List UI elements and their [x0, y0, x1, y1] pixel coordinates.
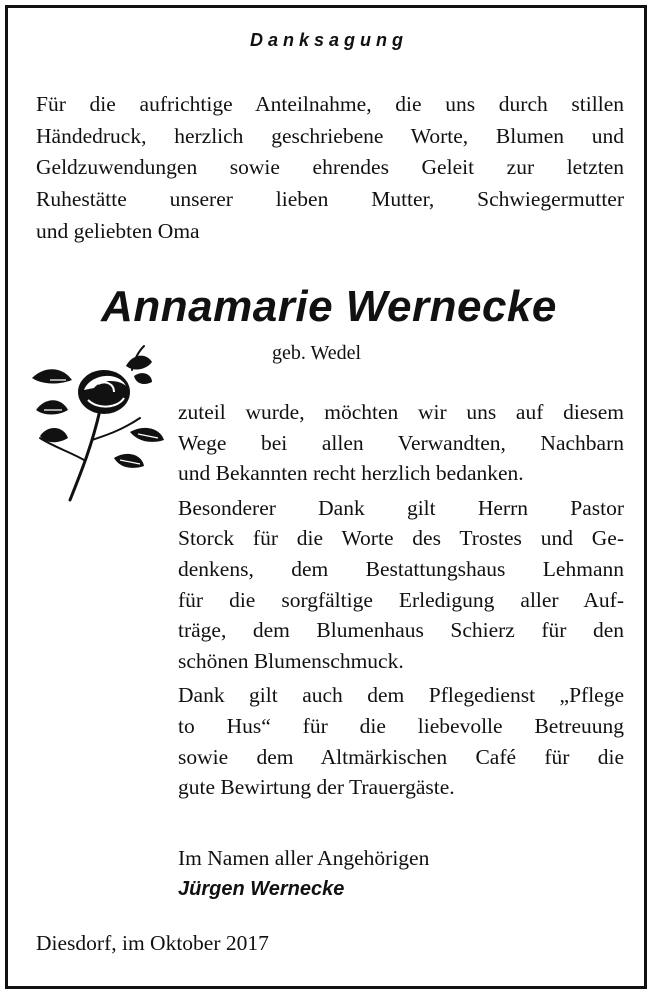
intro-line: Händedruck, herzlich geschriebene Worte, Blumen und — [36, 123, 624, 148]
main-text — [178, 397, 624, 807]
intro-paragraph — [36, 89, 624, 248]
text-line: schönen Blumenschmuck. — [178, 648, 404, 673]
signer-name: Jürgen Wernecke — [178, 878, 345, 900]
text-line: für die sorgfältige Erledigung aller Auf- — [178, 587, 624, 612]
text-line: Wege bei allen Verwandten, Nachbarn — [178, 430, 624, 455]
intro-line: und geliebten Oma — [36, 218, 200, 243]
text-line: und Bekannten recht herzlich bedanken. — [178, 461, 524, 486]
text-line: gute Bewirtung der Trauergäste. — [178, 775, 455, 800]
text-line: Dank gilt auch dem Pflegedienst „Pflege — [178, 683, 624, 708]
text-line: träge, dem Blumenhaus Schierz für den — [178, 618, 624, 643]
maiden-name: geb. Wedel — [272, 342, 362, 364]
text-line: denkens, dem Bestattungshaus Lehmann — [178, 556, 624, 581]
text-line: Besonderer Dank gilt Herrn Pastor — [178, 495, 624, 520]
signoff-line: Im Namen aller Angehörigen — [178, 846, 430, 870]
signoff — [178, 843, 429, 905]
intro-line: Für die aufrichtige Anteilnahme, die uns durch stillen — [36, 92, 624, 116]
rose-icon — [22, 340, 172, 510]
text-line: to Hus“ für die liebevolle Betreuung — [178, 713, 624, 738]
intro-line: Geldzuwendungen sowie ehrendes Geleit zur letzten — [36, 155, 624, 180]
place-date: Diesdorf, im Oktober 2017 — [36, 931, 269, 955]
intro-line: Ruhestätte unserer lieben Mutter, Schwiegermutter — [36, 187, 624, 212]
paragraph-special-thanks — [178, 493, 624, 677]
paragraph-thanks — [178, 397, 624, 489]
deceased-name: Annamarie Wernecke — [101, 282, 557, 331]
text-line: Storck für die Worte des Trostes und Ge- — [178, 526, 624, 551]
text-line: zuteil wurde, möchten wir uns auf diesem — [178, 400, 624, 424]
paragraph-care-thanks — [178, 680, 624, 802]
heading: Danksagung — [249, 30, 409, 50]
text-line: sowie dem Altmärkischen Café für die — [178, 744, 624, 769]
